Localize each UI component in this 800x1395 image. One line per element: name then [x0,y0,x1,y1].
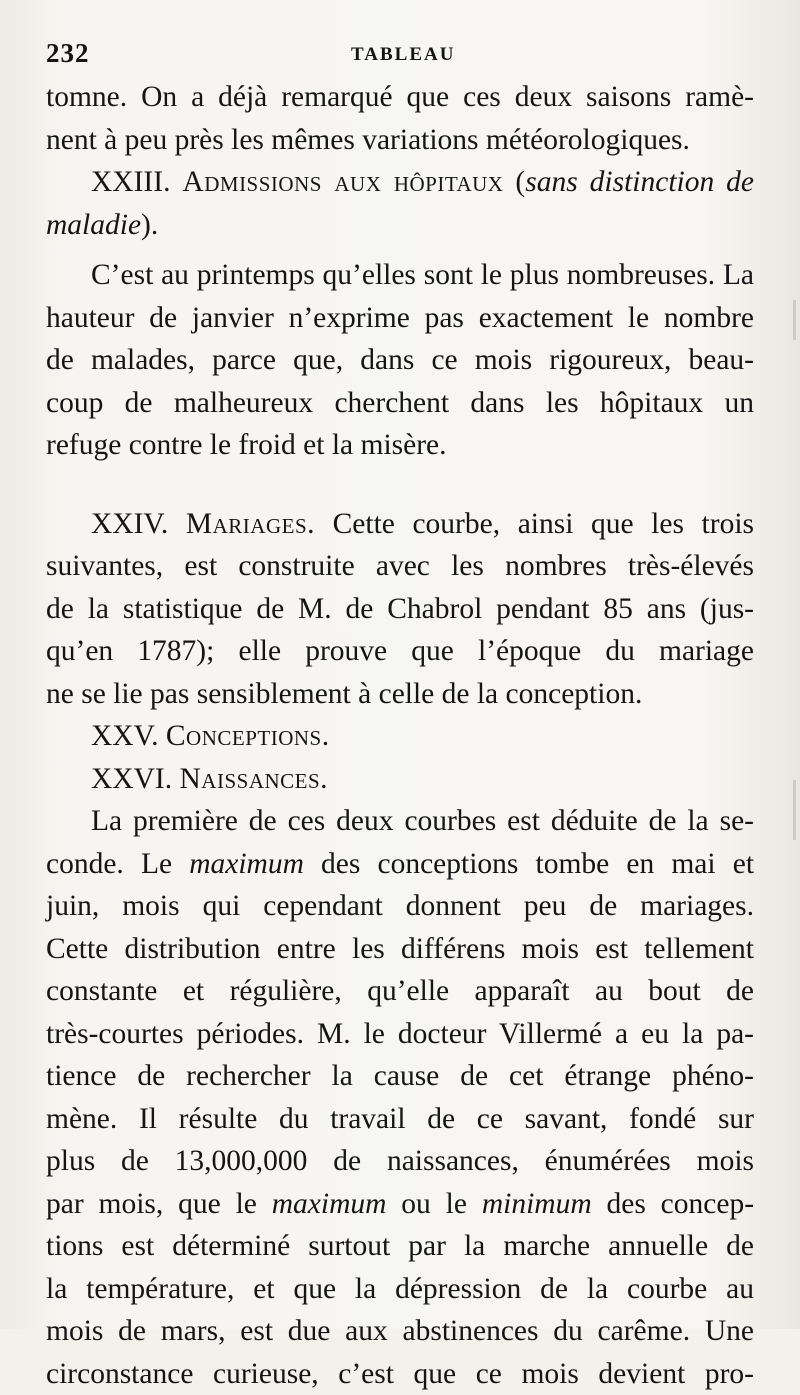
section-number: XXIV. [91,508,168,540]
text-line [46,843,754,886]
text-line: circonstance curieuse, c’est que ce mois devient pro- [46,1353,754,1395]
section-text: Cette courbe, ainsi que les trois [333,508,754,540]
text-fragment: des concep- [606,1188,754,1220]
text-fragment: ou le [401,1188,467,1220]
heading-line [46,161,754,204]
text-line: hauteur de janvier n’exprime pas exactement le nombre [46,297,754,340]
text-line: suivantes, est construite avec les nombres très-élevés [46,545,754,588]
text-fragment: par mois, que le [46,1188,257,1220]
paren-open: ( [515,166,525,198]
text-line: la température, et que la dépression de la courbe au [46,1268,754,1311]
page-number: 232 [46,38,90,69]
section-note: sans distinction de [525,166,754,198]
paragraph-hospitals [46,254,754,467]
heading-line [46,503,754,546]
spacer [46,246,754,254]
text-line: La première de ces deux courbes est déduite de la se- [46,800,754,843]
body-text [46,76,754,1395]
text-line: de malades, parce que, dans ce mois rigoureux, beau- [46,339,754,382]
paragraph-continuation [46,76,754,161]
text-line: qu’en 1787); elle prouve que l’époque du mariage [46,630,754,673]
heading-line [46,758,754,801]
text-line: mois de mars, est due aux abstinences du carême. Une [46,1310,754,1353]
text-line: ne se lie pas sensiblement à celle de la conception. [46,673,754,716]
italic-term: maximum [272,1188,387,1220]
paragraph-births [46,800,754,1395]
italic-term: minimum [482,1188,592,1220]
heading-line [46,204,754,247]
text-line: de la statistique de M. de Chabrol pendant 85 ans (jus- [46,588,754,631]
section-title: Naissances. [180,763,329,795]
page-edge-mark [793,780,796,840]
section-xxv-heading [46,715,754,758]
section-xxiv [46,503,754,716]
text-line: coup de malheureux cherchent dans les hôpitaux un [46,382,754,425]
text-line: juin, mois qui cependant donnent peu de mariages. [46,885,754,928]
text-line: C’est au printemps qu’elles sont le plus nombreuses. La [46,254,754,297]
text-line: nent à peu près les mêmes variations météorologiques. [46,119,754,162]
text-line: tions est déterminé surtout par la marche annuelle de [46,1225,754,1268]
text-line: tomne. On a déjà remarqué que ces deux saisons ramè- [46,76,754,119]
section-title: Conceptions. [166,720,330,752]
section-xxvi-heading [46,758,754,801]
text-line: tience de rechercher la cause de cet étrange phéno- [46,1055,754,1098]
section-number: XXIII. [91,166,170,198]
page-edge-mark [793,300,796,340]
heading-line [46,715,754,758]
text-line: Cette distribution entre les différens mois est tellement [46,928,754,971]
section-number: XXVI. [91,763,172,795]
text-line [46,1183,754,1226]
section-xxiii-heading [46,161,754,246]
paren-close: ). [141,209,158,241]
section-note-continued: maladie [46,209,141,241]
text-line: mène. Il résulte du travail de ce savant, fondé sur [46,1098,754,1141]
text-fragment: conde. Le [46,848,172,880]
italic-term: maximum [189,848,304,880]
running-head [46,38,750,70]
section-title: Mariages. [186,508,315,540]
text-line: plus de 13,000,000 de naissances, énumérées mois [46,1140,754,1183]
spacer [46,467,754,503]
section-title: Admissions aux hôpitaux [182,166,503,198]
text-line: constante et régulière, qu’elle apparaît au bout de [46,970,754,1013]
running-title: TABLEAU [351,44,455,66]
section-number: XXV. [91,720,158,752]
text-line: refuge contre le froid et la misère. [46,424,754,467]
text-fragment: des conceptions tombe en mai et [321,848,754,880]
text-line: très-courtes périodes. M. le docteur Villermé a eu la pa- [46,1013,754,1056]
